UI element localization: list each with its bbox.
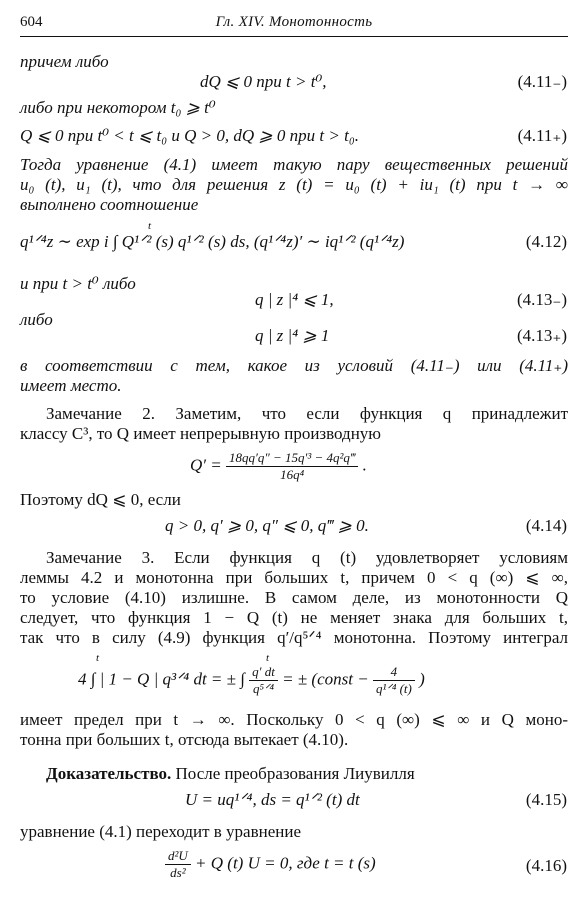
remark-2-line: Замечание 2. Заметим, что если функция q принадлежит [46, 404, 568, 423]
equation-number: (4.12) [525, 232, 567, 251]
proof-line: Доказательство. После преобразования Лиувилля [46, 764, 415, 783]
integral-upper-limit: t [148, 220, 152, 232]
proof-label: Доказательство. [46, 764, 172, 783]
running-title: Гл. XIV. Монотонность [215, 14, 373, 30]
text-line: либо [20, 310, 53, 329]
equation-number: (4.15) [525, 790, 567, 809]
running-header [20, 12, 568, 37]
equation-4-11-plus: Q ⩽ 0 при t⁰ < t ⩽ t₀ и Q > 0, dQ ⩾ 0 при t > t₀. [20, 126, 359, 145]
equation-number: (4.16) [525, 856, 567, 875]
equation-q-prime: Q′ = $\frac{\text{18qq′q″ − 15q′³ − 4q²q‴}}{\text{16q⁴}}$ . [190, 450, 367, 482]
equation-4-13-minus: q | z |⁴ ⩽ 1, [255, 290, 334, 309]
remark-3-line: следует, что функция 1 − Q (t) не меняет знака для больших t, [20, 608, 568, 627]
equation-4-15: U = uq¹ᐟ⁴, ds = q¹ᐟ² (t) dt [185, 790, 360, 809]
text-line: уравнение (4.1) переходит в уравнение [20, 822, 302, 841]
page-number: 604 [20, 14, 43, 30]
text-line: либо при некотором t₀ ⩾ t⁰ [20, 98, 216, 117]
equation-4-16: $\frac{\text{d²U}}{\text{ds²}}$ + Q (t) U = 0, где t = t (s) [165, 848, 376, 881]
remark-3-line: Замечание 3. Если функция q (t) удовлетворяет условиям [46, 548, 568, 567]
text-line: Поэтому dQ ⩽ 0, если [20, 490, 181, 509]
remark-3-line: тонна при больших t, отсюда вытекает (4.10). [20, 730, 349, 749]
equation-number: (4.14) [525, 516, 567, 535]
text-line: и при t > t⁰ либо [20, 274, 136, 293]
equation-4-13-plus: q | z |⁴ ⩾ 1 [255, 326, 330, 345]
paragraph-line: u₀ (t), u₁ (t), что для решения z (t) = u₀ (t) + iu₁ (t) при t → ∞ [20, 175, 568, 194]
equation-number: (4.13₊) [516, 326, 567, 345]
remark-3-line: леммы 4.2 и монотонна при больших t, причем 0 < q (∞) ⩽ ∞, [20, 568, 568, 587]
equation-integral: 4 ∫ | 1 − Q | q³ᐟ⁴ dt = ± ∫ $\frac{q' dt}{\text{q⁵ᐟ⁴}}$ = ± (const − $\frac{4}{\text{q¹ᐟ⁴ (t)}}$ ) [78, 664, 425, 696]
remark-3-line: то условие (4.10) излишне. В самом деле, из монотонности Q [20, 588, 568, 607]
remark-3-line: имеет предел при t → ∞. Поскольку 0 < q (∞) ⩽ ∞ и Q моно- [20, 710, 568, 729]
text-line: причем либо [20, 52, 109, 71]
equation-number: (4.13₋) [516, 290, 567, 309]
paragraph-line: выполнено соотношение [20, 195, 199, 214]
equation-number: (4.11₋) [517, 72, 567, 91]
equation-4-12: q¹ᐟ⁴z ∼ exp i ∫ Q¹ᐟ² (s) q¹ᐟ² (s) ds, (q¹ᐟ⁴z)′ ∼ iq¹ᐟ² (q¹ᐟ⁴z) [20, 232, 405, 251]
paragraph-line: имеет место. [20, 376, 122, 395]
paragraph-line: Тогда уравнение (4.1) имеет такую пару вещественных решений [20, 155, 568, 174]
remark-2-line: классу C³, то Q имеет непрерывную производную [20, 424, 382, 443]
remark-3-line: так что в силу (4.9) функция q′/q⁵ᐟ⁴ монотонна. Поэтому интеграл [20, 628, 568, 647]
integral-upper-limit: t [96, 652, 100, 664]
equation-4-11-minus: dQ ⩽ 0 при t > t⁰, [200, 72, 327, 91]
paragraph-line: в соответствии с тем, какое из условий (4.11₋) или (4.11₊) [20, 356, 568, 375]
equation-number: (4.11₊) [517, 126, 567, 145]
equation-4-14: q > 0, q′ ⩾ 0, q″ ⩽ 0, q‴ ⩾ 0. [165, 516, 369, 535]
integral-upper-limit: t [266, 652, 270, 664]
